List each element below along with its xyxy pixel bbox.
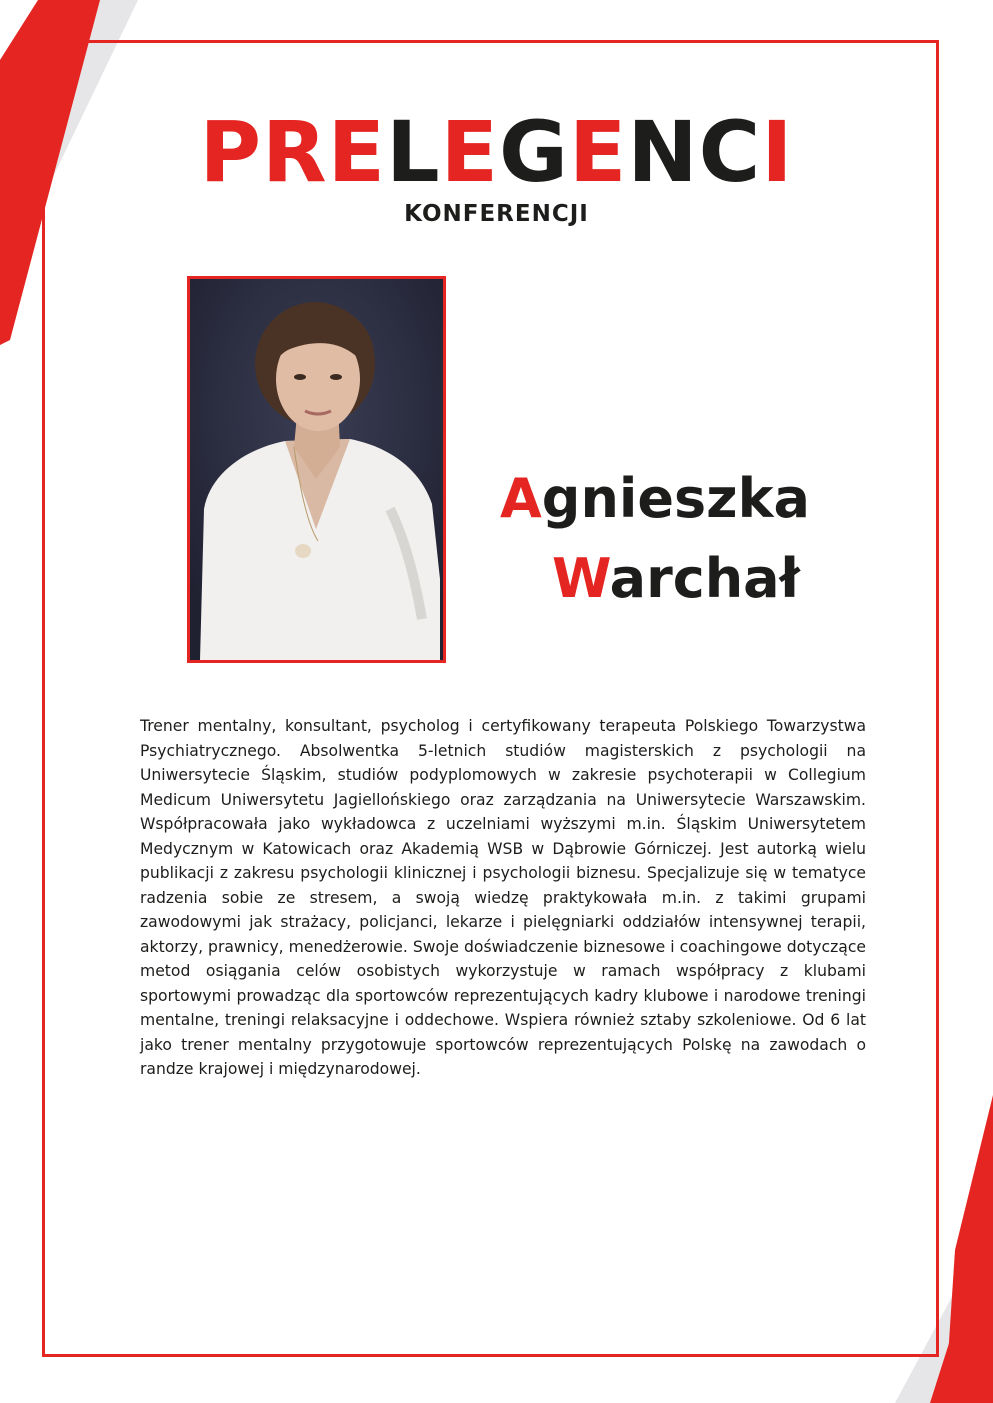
speaker-photo xyxy=(187,276,446,663)
title-part-1: PRE xyxy=(199,103,387,201)
last-name-initial: W xyxy=(552,547,610,610)
title-part-6: NC xyxy=(627,103,762,201)
title-part-4: G xyxy=(499,103,569,201)
subtitle-konferencji: KONFERENCJI xyxy=(404,201,589,227)
speaker-first-name xyxy=(500,467,810,531)
first-name-rest: gnieszka xyxy=(541,467,810,530)
last-name-rest: archał xyxy=(609,547,800,610)
title-part-7: I xyxy=(761,103,794,201)
speaker-last-name xyxy=(552,547,800,611)
page-frame xyxy=(42,40,939,1357)
title-part-3: E xyxy=(440,103,499,201)
title-part-2: L xyxy=(386,103,441,201)
speaker-bio: Trener mentalny, konsultant, psycholog i certyfikowany terapeuta Polskiego Towarzystwa Psychiatrycznego. Absolwentka 5-letnich studiów magisterskich z psychologii na Uniwersytecie Śląskim, studiów podyplomowych w zakresie psychoterapii w Collegium Medicum Uniwersytetu Jagiellońskiego oraz zarządzania na Uniwersytecie Warszawskim. Współpracowała jako wykładowca z uczelniami wyższymi m.in. Śląskim Uniwersytetem Medycznym w Katowicach oraz Akademią WSB w Dąbrowie Górniczej. Jest autorką wielu publikacji z zakresu psychologii klinicznej i psychologii biznesu. Specjalizuje się w tematyce radzenia sobie ze stresem, a swoją wiedzę praktykowała m.in. z takimi grupami zawodowymi jak strażacy, policjanci, lekarze i pielęgniarki oddziałów intensywnej terapii, aktorzy, prawnicy, menedżerowie. Swoje doświadczenie biznesowe i coachingowe dotyczące metod osiągania celów osobistych wykorzystuje w ramach współpracy z klubami sportowymi prowadząc dla sportowców reprezentujących kadry klubowe i narodowe treningi mentalne, treningi relaksacyjne i oddechowe. Wspiera również sztaby szkoleniowe. Od 6 lat jako trener mentalny przygotowuje sportowców reprezentujących Polskę na zawodach o randze krajowej i międzynarodowej. xyxy=(140,717,866,1078)
title-part-5: E xyxy=(568,103,628,201)
title-prelegenci xyxy=(0,102,993,202)
first-name-initial: A xyxy=(500,467,542,530)
